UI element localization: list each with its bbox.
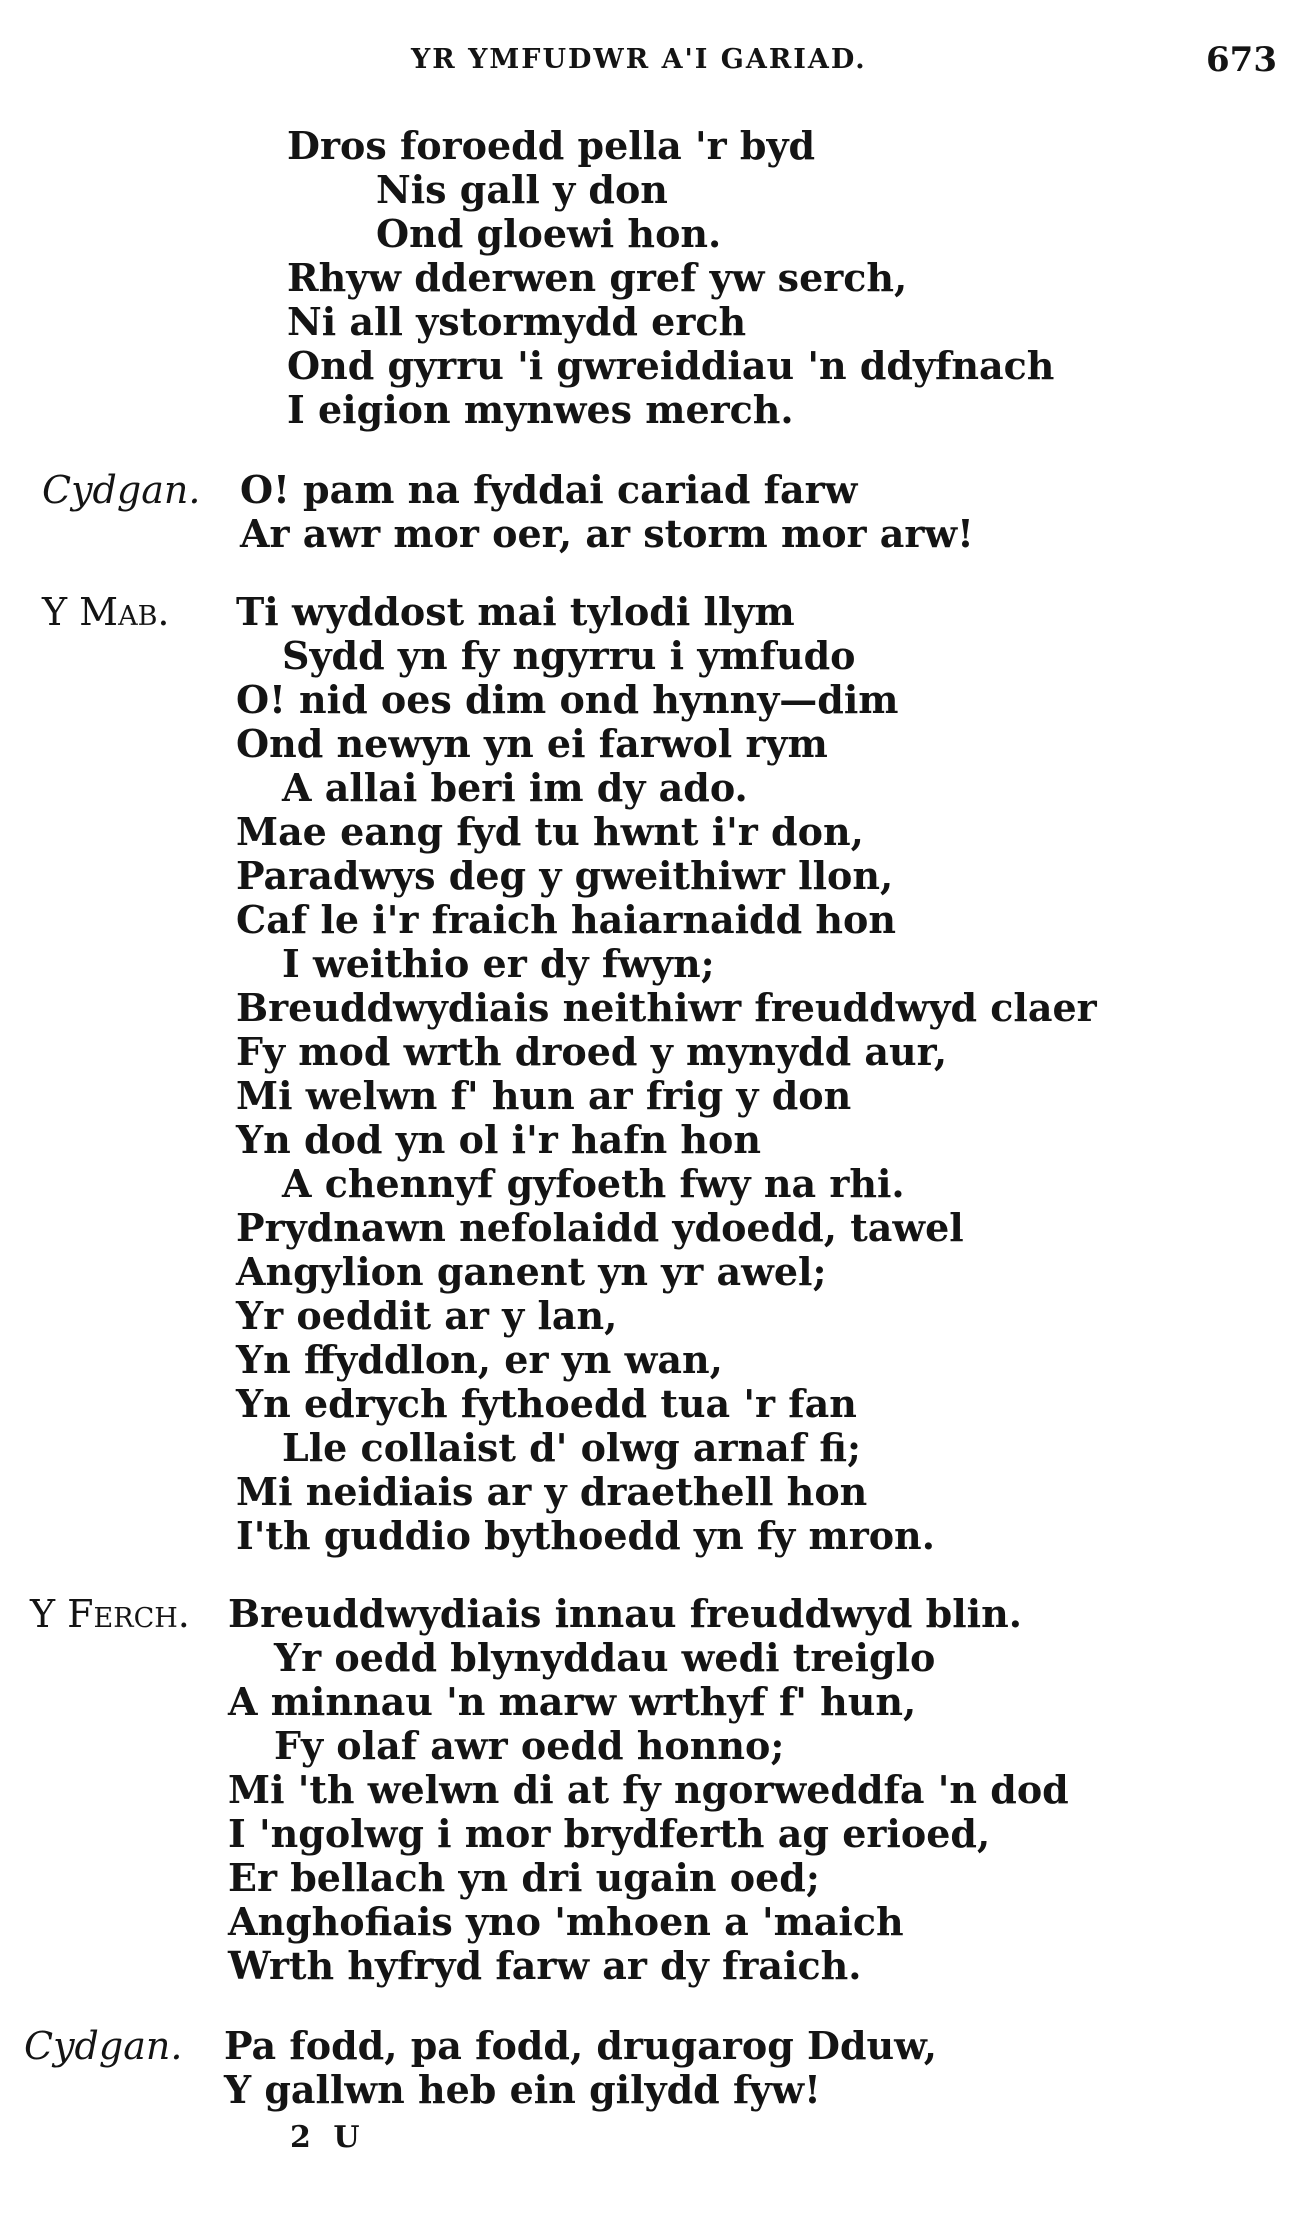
verse-line: Fy olaf awr oedd honno; [274,1723,785,1768]
verse-line: Sydd yn fy ngyrru i ymfudo [282,633,856,678]
verse-line: Dros foroedd pella 'r byd [287,123,816,168]
verse-line: Mi 'th welwn di at fy ngorweddfa 'n dod [228,1767,1069,1812]
verse-line: I'th guddio bythoedd yn fy mron. [236,1513,935,1558]
verse-line: Ond newyn yn ei farwol rym [236,721,828,766]
verse-line: Ti wyddost mai tylodi llym [236,589,795,634]
speaker-label: Cydgan. [24,2024,183,2068]
verse-line: I 'ngolwg i mor brydferth ag erioed, [228,1811,991,1856]
verse-line: O! pam na fyddai cariad farw [240,467,858,512]
verse-line: Pa fodd, pa fodd, drugarog Dduw, [224,2023,937,2068]
verse-line: Mae eang fyd tu hwnt i'r don, [236,809,864,854]
verse-line: Yn dod yn ol i'r hafn hon [236,1117,762,1162]
signature-mark: 2 U [290,2120,366,2155]
verse-line: Ni all ystormydd erch [287,299,747,344]
verse-line: Paradwys deg y gweithiwr llon, [236,853,894,898]
verse-line: I weithio er dy fwyn; [282,941,715,986]
verse-line: Fy mod wrth droed y mynydd aur, [236,1029,948,1074]
verse-line: Ond gyrru 'i gwreiddiau 'n ddyfnach [287,343,1055,388]
verse-line: A allai beri im dy ado. [282,765,748,810]
verse-line: Anghofiais yno 'mhoen a 'maich [228,1899,904,1944]
running-header: YR YMFUDWR A'I GARIAD. [411,44,867,75]
verse-line: Angylion ganent yn yr awel; [236,1249,827,1294]
verse-line: Rhyw dderwen gref yw serch, [287,255,908,300]
verse-line: Ond gloewi hon. [376,211,722,256]
verse-line: A chennyf gyfoeth fwy na rhi. [282,1161,905,1206]
verse-line: Nis gall y don [376,167,668,212]
verse-line: I eigion mynwes merch. [287,387,794,432]
verse-line: Caf le i'r fraich haiarnaidd hon [236,897,897,942]
speaker-label: Y Ferch. [30,1592,190,1636]
verse-line: Yn edrych fythoedd tua 'r fan [236,1381,857,1426]
verse-line: Mi welwn f' hun ar frig y don [236,1073,852,1118]
verse-line: Y gallwn heb ein gilydd fyw! [224,2067,821,2112]
verse-line: Yr oeddit ar y lan, [236,1293,618,1338]
verse-line: Yr oedd blynyddau wedi treiglo [274,1635,936,1680]
verse-line: Wrth hyfryd farw ar dy fraich. [228,1943,862,1988]
verse-line: Breuddwydiais innau freuddwyd blin. [228,1591,1022,1636]
verse-line: Mi neidiais ar y draethell hon [236,1469,868,1514]
verse-line: Prydnawn nefolaidd ydoedd, tawel [236,1205,964,1250]
page-number: 673 [1206,40,1277,80]
verse-line: Lle collaist d' olwg arnaf fi; [282,1425,861,1470]
verse-line: Er bellach yn dri ugain oed; [228,1855,820,1900]
verse-line: A minnau 'n marw wrthyf f' hun, [228,1679,917,1724]
speaker-label: Y Mab. [42,590,170,634]
verse-line: O! nid oes dim ond hynny—dim [236,677,899,722]
speaker-label: Cydgan. [42,468,201,512]
verse-line: Ar awr mor oer, ar storm mor arw! [240,511,974,556]
verse-line: Breuddwydiais neithiwr freuddwyd claer [236,985,1097,1030]
verse-line: Yn ffyddlon, er yn wan, [236,1337,723,1382]
